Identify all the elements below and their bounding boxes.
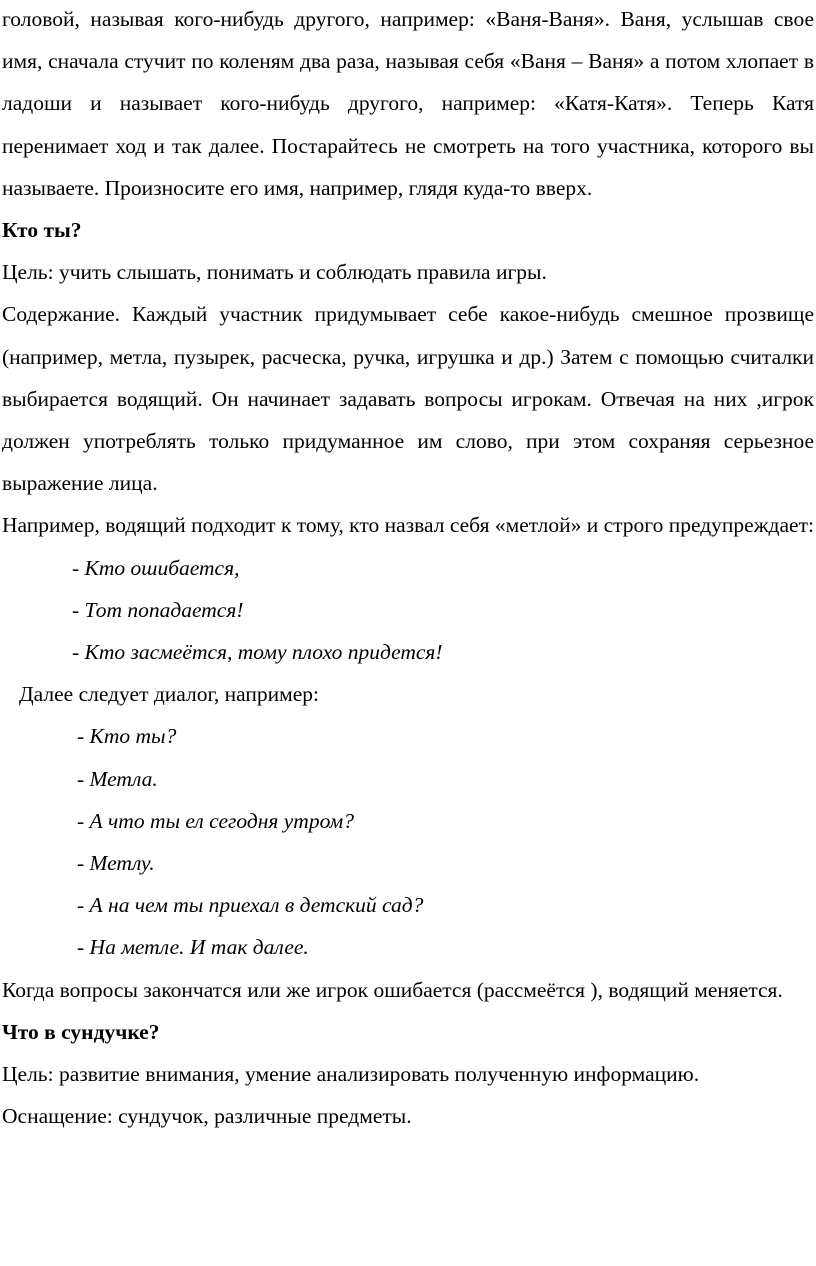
dash: - [77, 808, 90, 833]
dialog-line [2, 800, 814, 842]
dialog-line [2, 758, 814, 800]
dialog-line-text: Кто ты? [89, 724, 177, 749]
dash: - [77, 893, 90, 918]
dialog-line [2, 926, 814, 968]
intro-paragraph: головой, называя кого-нибудь другого, например: «Ваня-Ваня». Ваня, услышав свое имя, сначала стучит по коленям два раза, называя себя «Ваня – Ваня» а потом хлопает в ладоши и называет кого-нибудь другого, например: «Катя-Катя». Теперь Катя перенимает ход и так далее. Постарайтесь не смотреть на того участника, которого вы называете. Произносите его имя, например, глядя куда-то вверх. [2, 7, 814, 200]
example-intro-paragraph: Например, водящий подходит к тому, кто назвал себя «метлой» и строго предупреждает: [2, 513, 814, 538]
equipment-line-sunduchok: Оснащение: сундучок, различные предметы. [2, 1104, 412, 1129]
dash: - [77, 766, 90, 791]
dialog-line [2, 842, 814, 884]
dialog-line [2, 884, 814, 926]
goal-line-sunduchok: Цель: развитие внимания, умение анализировать полученную информацию. [2, 1062, 700, 1087]
dash: - [72, 640, 85, 665]
dash: - [77, 724, 90, 749]
dialog-line-text: На метле. И так далее. [89, 935, 309, 960]
dialog-line-text: Метлу. [89, 851, 155, 876]
dash: - [72, 597, 85, 622]
dash: - [72, 555, 85, 580]
content-paragraph-kto-ty: Содержание. Каждый участник придумывает себе какое-нибудь смешное прозвище (например, метла, пузырек, расческа, ручка, игрушка и др.) Затем с помощью считалки выбирается водящий. Он начинает задавать вопросы игрокам. Отвечая на них ,игрок должен употреблять только придуманное им слово, при этом сохраняя серьезное выражение лица. [2, 302, 814, 496]
dialog-line [2, 715, 814, 757]
dash: - [77, 851, 90, 876]
dialog-line-text: А на чем ты приехал в детский сад? [89, 893, 424, 918]
dialog-intro-line: Далее следует диалог, например: [19, 682, 320, 707]
ending-paragraph-kto-ty: Когда вопросы закончатся или же игрок ошибается (рассмеётся ), водящий меняется. [2, 977, 783, 1002]
warning-line [2, 631, 814, 673]
dash: - [77, 935, 90, 960]
dialog-line-text: А что ты ел сегодня утром? [89, 808, 354, 833]
warning-line-text: Тот попадается! [84, 597, 244, 622]
document-page [2, 0, 814, 1137]
goal-line-kto-ty: Цель: учить слышать, понимать и соблюдать правила игры. [2, 260, 547, 285]
warning-line-text: Кто засмеётся, тому плохо придется! [84, 640, 443, 665]
warning-line [2, 589, 814, 631]
dialog-line-text: Метла. [89, 766, 158, 791]
warning-line-text: Кто ошибается, [84, 555, 240, 580]
warning-line [2, 547, 814, 589]
section-heading-sunduchok: Что в сундучке? [2, 1019, 160, 1044]
section-heading-kto-ty: Кто ты? [2, 218, 82, 243]
